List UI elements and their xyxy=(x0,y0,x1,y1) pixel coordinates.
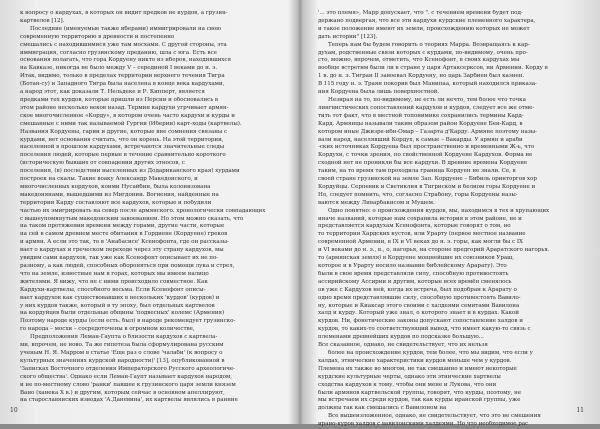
text-line: иначе названий, которые нам сохранила история в этом районе, не и xyxy=(318,215,522,222)
text-line: предками тех курдов, которые пришли из Персии и обосновались в xyxy=(20,96,219,103)
text-line: смешанные с ними так называемой Гургии (Иберии) карт-ходы (картвелы). xyxy=(20,120,242,127)
text-line: современную территорию в древности и постепенно xyxy=(20,33,175,40)
text-line: иммиграция, согласно грузинскому преданию, шла с юга. Есть все xyxy=(20,49,217,56)
text-line: и армян. А если это так, то в 'Анабасисе' Ксенофонта, где он рассказы- xyxy=(20,239,229,246)
text-line: частью их эмигрировать на север после армянского. хронологически совпадающих xyxy=(20,207,266,214)
text-line: ученым Н. Я. Марром в статье 'Еще раз о слове 'чалаби' (к вопросу о xyxy=(20,349,223,356)
left-page-number: 10 xyxy=(10,407,18,414)
text-line: вает кардухов как существовавших в нескольких 'курдов' (курдов) и xyxy=(20,294,220,301)
text-line: мы встречаем их среди курдов, так как курды иранской группы, уже xyxy=(318,397,521,404)
text-line: курдами, нет основания считать, что он корень. На этой территории, xyxy=(20,136,224,143)
text-line: поселения людей, которые первые в течение сравнительно короткого xyxy=(20,152,226,159)
text-line: ассирийскому Ассирии и другим, которые всех времён сменялось xyxy=(318,278,512,285)
text-line: на сей в самом древнем месте обитания в Гордиене (Кордуене) греков xyxy=(20,231,228,238)
text-line: одно время представлявшие силу, способную противостоять Вавило- xyxy=(318,294,521,301)
text-line: на таком протяжении времени между горами, другие части, которые xyxy=(20,223,225,230)
text-line: Теперь нам бы будем говорить о теориях Марра. Возвращаясь к кар- xyxy=(328,41,530,48)
text-line: сходства кардухов к тому, чтобы они мене и Лукова, что они xyxy=(318,381,497,388)
text-line: В 115 году н. э. Траян покорив был Манипаа, который находился приказа- xyxy=(318,81,537,88)
text-line: культурных значениях курдской народности)' [13], опубликованной в xyxy=(20,357,225,364)
right-page-text xyxy=(318,10,580,429)
text-line: территории Карду составляют все кардухов, которые и побудили xyxy=(20,199,212,206)
text-line: сто, можно, впрочем, отметить, что Ксенофонт, в своих кардухах мы xyxy=(318,57,520,64)
text-line: населенной в прошлом кардухами, встречаются значительные следы xyxy=(20,144,225,151)
text-line: ского общества'. Однако если Леман-Гаупт называет кардухов народом, xyxy=(20,373,233,380)
text-line: Племена их также во многом, не так смешанно и имеют некоторые xyxy=(318,365,517,372)
text-line: Кордуйцы. Серпевик и Светиклия в Тигриском и белиом горы Кордуене и xyxy=(318,183,536,190)
text-line: у них курдов также, который в ту эпоху, был отдельных картвелов xyxy=(20,302,215,309)
text-line: ирано-куров халдов с вавилонскими халдеями. Но что необходимое рас xyxy=(318,421,529,428)
text-line: 1 в. до н. э. Тигран II завоевал Кордуену, но царь Зарбиен был казнен. xyxy=(318,73,525,80)
text-line: Предположения Леман-Гаупта о близости кардухов с картвела- xyxy=(30,334,218,341)
text-line: то (армянская земля) в Кордуене мощнейшие их союзников Ураш, xyxy=(318,255,515,262)
text-line: (Ботан-су) и Западного Тигра была населена в конце века кардухами, xyxy=(20,81,225,88)
text-line: Вано (ханека Х в.) и другим, которым сейчас в основном апеллируют, xyxy=(20,389,225,396)
text-line: таким, на то время там проходила граница Кордуен не знали. Се, в xyxy=(318,168,516,175)
text-line: на кордуйцев были отдельные общины 'подвесных' колемс (Армения) xyxy=(20,310,225,317)
text-line: Но, следует помнить, что, согласно Страбону, горы Кордуены назы- xyxy=(318,191,518,198)
text-line: халд и курду. Который уже знал, о которого знает и в курдах. Какой xyxy=(318,310,519,317)
text-line: вает о кардухах и греческом переходе через эту страну кардухов, мы xyxy=(20,247,224,254)
text-line: были в свое время представляли силу, способную противостоять xyxy=(318,270,509,277)
text-line: ов уже с Кардухов ней, когда их встреча, был подобран к Арарату о xyxy=(318,286,517,293)
text-line: ваются между Ливарбакисом и Мушем. xyxy=(318,199,435,206)
text-line: на Кавказе, никогда не было между V – серединой I веками до н. э. xyxy=(20,65,218,72)
text-line: держано подвергая, что все эти кардухи курдские племенного характера, xyxy=(318,17,536,24)
text-line: курдские культурные черты, однако эти этнические хартвелы xyxy=(318,373,501,380)
text-line: вали народ, населявший Кордух, к самые – Вакарды. У армян и араби xyxy=(318,136,523,143)
text-line: ское многочисленное «Корду», в котором очень часто кардухи и курды и xyxy=(20,112,235,119)
text-line: более на происхождение курдов, тем более, что мы видим, что если у xyxy=(328,349,533,356)
text-line: Названия Кордуены, гарии и другие, которые вне сомнения связаны с xyxy=(20,128,228,135)
text-line: этом районе несколько веков назад. Термин кардухи угрчивает армян- xyxy=(20,104,229,111)
left-page-text xyxy=(20,10,282,405)
text-line: Незирая на то, по-видимому, не есть ли нечто, тем более что точка xyxy=(328,96,526,103)
text-line: 'Записках Восточного отделения Императорского Русского археологиче- xyxy=(20,365,235,372)
text-line: своей стране грузинской на земле Зап. Кордуене – Бибиль оринторгов хор xyxy=(318,176,537,183)
text-line: то территории Хардских кустов, или Урарту (первое местное название xyxy=(318,231,526,238)
text-line: Поэтому народе курды (если есть. был) в народе рекомендует грузинско- xyxy=(20,318,236,325)
text-line: курдов. Ни, фонетические законы допускают сопоставление халдов и xyxy=(318,318,523,325)
text-line: македонянами, вышедшими из Мигдонии. Вогнения, найденные на xyxy=(20,191,219,198)
text-line: духам, родственные связи которых с курдами, по-видимому, очень про- xyxy=(318,49,528,56)
text-line: дать истории" [123]. xyxy=(318,33,378,40)
text-line: го народа – мосхи – сосредоточены в огромном количестве, xyxy=(20,326,195,333)
text-line: и VI веками до н. э., в., о, нагорья, на стороне предгорий Араратского нагорья. xyxy=(318,247,550,254)
text-line: разному, а как людей, способных обороняться при помощи лука и стрел, xyxy=(20,263,235,269)
text-line: ния Кордуена была лишь поверхностной. xyxy=(318,89,440,96)
text-line: Все сказанное, однако, не свидетельствует, что их нельзя xyxy=(318,342,488,349)
text-line: жителями. Я вижу, что не с ними происходило совместное. Как xyxy=(20,278,208,285)
text-line: представляется кардухам Ксенофонта, которые говорят о том, но xyxy=(318,223,511,230)
text-line: вообще встретим были ли в стране у царя Артаксерксов, ни Армении. Корду в xyxy=(318,65,548,72)
text-line: '... это племя», Марр допускает, что ". с течением времени будет под- xyxy=(318,10,523,16)
text-line: увидим сами кардухов, так уже как Ксенофонт описывает их не по- xyxy=(20,255,219,262)
text-line: на старославянских изводах 'А.Даневина', их картвелы являлись в ранние xyxy=(20,397,238,404)
text-line: тить тот факт, что в местной топонимике сохранились термины Кард- xyxy=(318,112,524,119)
text-line: должны так как смешались с Вавилоном на xyxy=(318,405,447,412)
text-line: племенами древнейших курдов по подсказке большую... xyxy=(318,334,484,341)
text-line: ми, впрочем, не ново. Та же гипотеза была сформулирована русским xyxy=(20,342,224,349)
text-line: -ских источниках Кордуена был пространственно и временными Ж-ь, что xyxy=(318,144,535,151)
text-line: Все вышеизложенное, однако, не свидетельствует, что это не смешения xyxy=(328,413,541,420)
text-line: Итак, видимо, только в пределах территории верхнего течения Тигра xyxy=(20,73,225,80)
text-line: основания полагать, что гора Кордуену никто из иберов, находившихся xyxy=(20,57,231,64)
text-line: поселения, (в) последствии выселенных из Додариканского края) хурдами xyxy=(20,168,240,175)
text-line: к вопросу о кардухах, в которых он видит предков не курдов, а грузин- xyxy=(20,10,228,16)
left-page xyxy=(0,0,298,424)
text-line: лингвистических сопоставлений кардухов и курдов, следует все же отме- xyxy=(318,104,535,111)
text-line: Кордухи, с точки зрения, по свойственной Кордуене Кардухов. Форма не xyxy=(318,152,533,159)
text-line: смешались с находившимися уже там мосхами. С другой стороны, эта xyxy=(20,41,227,48)
text-line: ну, которые и Киаксар этого своими с халдеями семитами Вавилона xyxy=(318,302,520,309)
text-line: построек на скалы. Такие воаку Александр Македонского, и xyxy=(20,176,198,183)
text-line: и такое положение имеют их земли, происхождению которых не может xyxy=(318,25,530,32)
text-line: халдах, этнические характеристики курдов меньше чем у курдов. xyxy=(318,357,512,364)
text-line: с вышеупомянутым македонским завоеванием. Но этом можно сказать, что xyxy=(20,215,244,222)
text-line: Одно понятно: о происхождения курдов, мы, находимся в тех и хрупающих xyxy=(328,207,550,214)
text-line: и не по-местному слово 'ранки' павшее к грузинского царя земли князем xyxy=(20,381,236,388)
text-line: котором иные Джизре-ибн-Омар – Газарта д'Карду. Армяне поэтому назы- xyxy=(318,128,537,135)
text-line: которое и в Урарту носило название библейскому Арарату). Это xyxy=(318,263,507,269)
text-line: многочисленных кордухов, коими Нусайбин, была колонизована xyxy=(20,183,211,190)
text-line: что на земле, известные нам в горах, которых мы имеем налицо xyxy=(20,270,209,277)
text-line: Последние (именуемые также иберами) иммигрировали на свою xyxy=(30,25,221,32)
text-line: а народ этот, как доказали Т. Нельдеке и Р. Кипперт, является xyxy=(20,89,205,96)
text-line: были армянов картвельской группы, говорят, что курды, поэтому, не xyxy=(318,389,522,396)
text-line: картвелов [12]. xyxy=(20,17,65,24)
text-line: курдов, то каких-то соответствующий вывод, что имеет какую-то связь с xyxy=(318,326,531,333)
text-line: (историческую бывших от совпадении других этносов, с xyxy=(20,160,185,167)
right-page-number: 11 xyxy=(576,407,584,414)
text-line: Кардухи-картвелы, способного весьма. Если Ксенофонт описы- xyxy=(20,286,206,293)
right-page xyxy=(302,0,600,428)
text-line: Кард. Армянцы называли таким образом район Кордуене Бен-Кард, в xyxy=(318,120,523,127)
text-line: сходной нет не проникли бы все кардухи. В древние времена Кордуене xyxy=(318,160,528,167)
text-line: современной Армении, в IX и VI веках до н. э. горы, как могли бы с IX xyxy=(318,239,523,246)
